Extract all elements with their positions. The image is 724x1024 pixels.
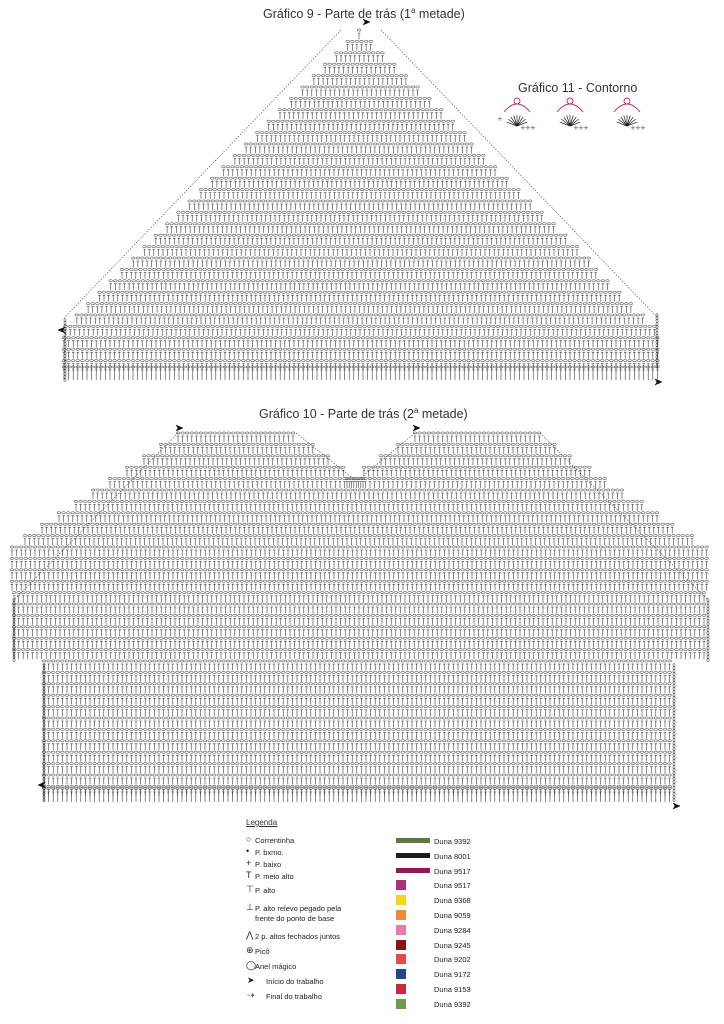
end-arrow-icon: ⇢ xyxy=(247,990,255,1000)
color-swatch xyxy=(396,954,406,964)
legend-label: Início do trabalho xyxy=(266,977,324,986)
end-arrow-marker xyxy=(673,803,680,809)
legend-label: Correntinha xyxy=(255,836,295,845)
color-swatch xyxy=(396,969,406,979)
chart9-stitch-grid xyxy=(58,19,662,385)
start-arrow-marker xyxy=(176,425,183,431)
dc2tog-icon: ⋀ xyxy=(246,930,254,940)
color-swatch-label: Duna 9284 xyxy=(434,925,471,935)
color-swatch xyxy=(396,838,430,843)
start-arrow-marker xyxy=(38,782,45,788)
color-swatch-label: Duna 9172 xyxy=(434,970,471,980)
color-swatch xyxy=(396,895,406,905)
color-swatch xyxy=(396,984,406,994)
start-arrow-icon: ➤ xyxy=(247,975,255,985)
chart10-stitch-grid xyxy=(10,425,709,809)
color-swatch xyxy=(396,925,406,935)
legend-label: P. alto relevo pegado pela xyxy=(255,904,342,913)
legend-label: P. alto xyxy=(255,886,276,895)
color-swatch-label: Duna 9517 xyxy=(434,881,471,891)
legend-label: Anel mágico xyxy=(255,962,297,971)
color-swatch xyxy=(396,999,406,1009)
start-arrow-marker xyxy=(413,425,420,431)
chart10-title: Gráfico 10 - Parte de trás (2$^a$ metade) xyxy=(259,406,468,422)
legend-label: P. bxmo. xyxy=(255,848,284,857)
color-swatch-label: Duna 9517 xyxy=(434,866,471,876)
legend-label: P. meio alto xyxy=(255,872,294,881)
legend-label: Picô xyxy=(255,947,270,956)
chart11-contour-motif xyxy=(497,98,646,132)
legend-label: 2 p. altos fechados juntos xyxy=(255,932,341,941)
color-swatch-label: Duna 9059 xyxy=(434,911,471,920)
slip-stitch-icon: • xyxy=(246,846,250,856)
double-crochet-icon: ⊤ xyxy=(246,884,254,894)
color-swatch xyxy=(396,910,406,920)
picot-icon: ⊕ xyxy=(246,945,254,955)
color-swatch xyxy=(396,880,406,890)
chain-icon: ○ xyxy=(246,834,252,844)
half-double-icon: T xyxy=(246,870,252,880)
legend-label: Final do trabalho xyxy=(266,992,322,1001)
single-crochet-icon: + xyxy=(246,858,252,868)
legend-title: Legenda xyxy=(246,818,278,827)
color-swatch-label: Duna 9368 xyxy=(434,896,471,906)
chart11-title: Gráfico 11 - Contorno xyxy=(518,81,638,95)
color-swatch-label: Duna 9392 xyxy=(434,999,471,1009)
chart9-title: Gráfico 9 - Parte de trás (1$^a$ metade) xyxy=(263,6,465,22)
front-post-icon: ⊥ xyxy=(246,902,254,912)
color-swatch-label: Duna 9392 xyxy=(434,837,471,846)
color-swatch xyxy=(396,868,430,873)
end-arrow-marker xyxy=(655,379,662,385)
color-swatch-label: Duna 9202 xyxy=(434,955,471,965)
magic-ring-icon: ◯ xyxy=(246,960,257,970)
color-swatch-label: Duna 9245 xyxy=(434,940,471,950)
color-swatch-label: Duna 8001 xyxy=(434,851,471,861)
color-swatch xyxy=(396,940,406,950)
legend-label: P. baixo xyxy=(255,860,282,869)
legend-label: frente do ponto de base xyxy=(255,914,335,923)
color-swatch-label: Duna 9153 xyxy=(434,985,471,994)
color-swatch xyxy=(396,853,430,858)
